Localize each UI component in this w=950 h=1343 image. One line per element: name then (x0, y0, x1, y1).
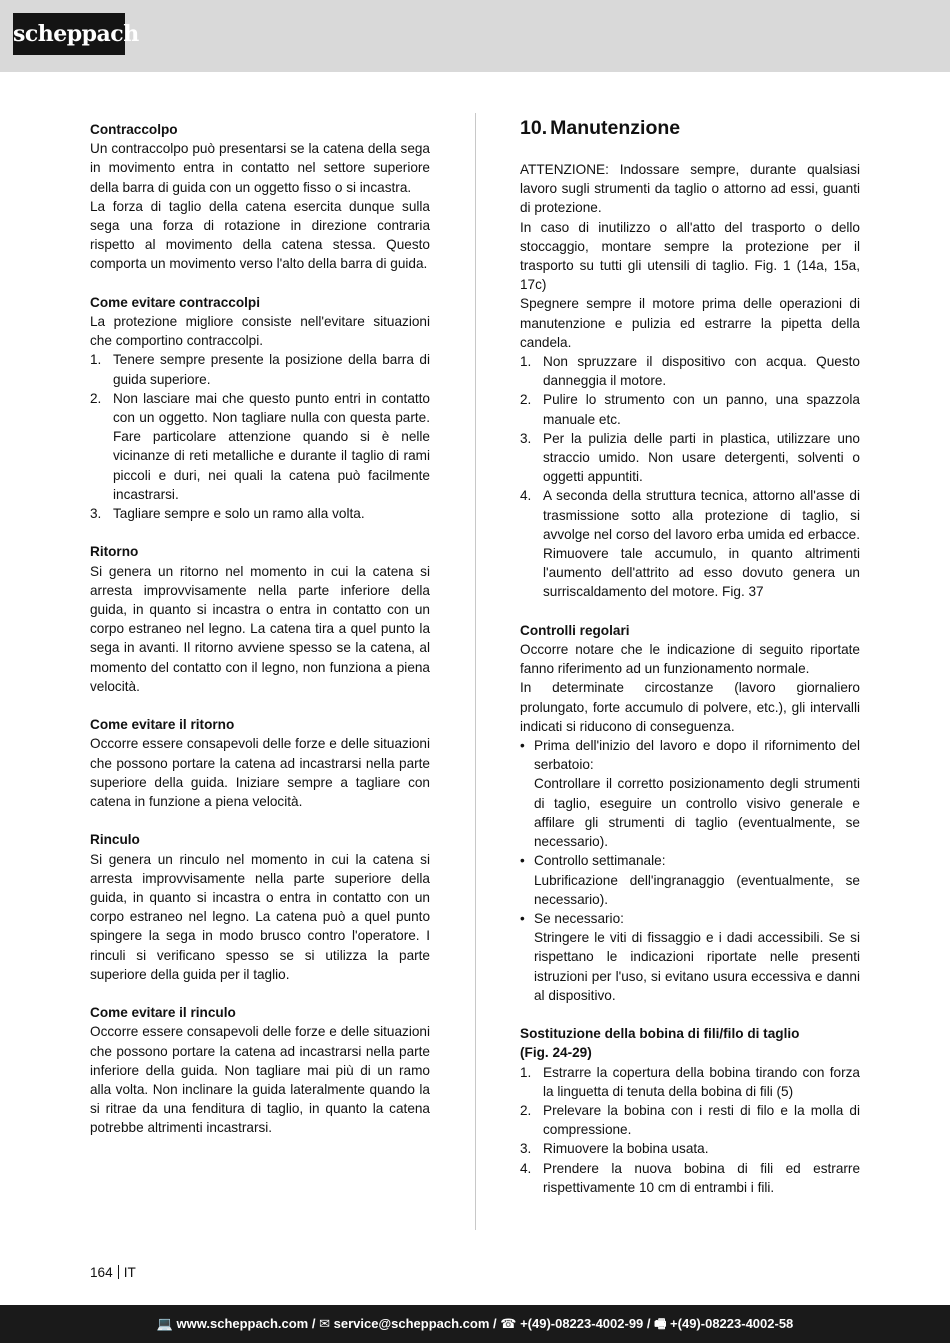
paragraph: Occorre essere consapevoli delle forze e delle situazioni che possono portare la catena ad incastrarsi nella parte inferiore della guida. Non tagliare mai più di un ramo alla volta. Non inclinare la guida lateralmente quando la si ritrae da una fenditura di taglio, in quanto la catena potrebbe altrimenti incastrarsi. (90, 1024, 430, 1136)
fax-number: +(49)-08223-4002-58 (670, 1316, 794, 1331)
numbered-list (90, 350, 430, 523)
section-heading: Come evitare contraccolpi (90, 294, 260, 310)
section-heading: Controlli regolari (520, 622, 630, 638)
bullet-item: • Se necessario: Stringere le viti di fissaggio e i dadi accessibili. Se si rispettano le indicazioni riportate nelle presenti istruzioni per l'uso, si evitano usura eccessiva e danni al dispositivo. (520, 910, 860, 1003)
list-item: 4. Prendere la nuova bobina di fili ed estrarre rispettivamente 10 cm di entrambi i fili. (520, 1160, 860, 1195)
list-item: 2. Pulire lo strumento con un panno, una spazzola manuale etc. (520, 392, 860, 427)
paragraph: Si genera un rinculo nel momento in cui la catena si arresta improvvisamente nella parte superiore della guida, in quanto si incastra o entra in contatto con un corpo estraneo nel legno. La catena può a quel punto spingere la sega in modo brusco contro l'operatore. I rinculi si verificano spesso se si utilizza la parte superiore della guida per il taglio. (90, 851, 430, 982)
left-column (90, 120, 430, 1138)
website-link[interactable]: www.scheppach.com (176, 1316, 309, 1331)
column-divider (475, 113, 476, 1230)
section-heading: Ritorno (90, 544, 139, 560)
bullet-list (520, 736, 860, 1005)
chapter-number: 10. (520, 117, 548, 139)
paragraph: Occorre essere consapevoli delle forze e delle situazioni che possono portare la catena ad incastrarsi nella parte superiore della guida. Iniziare sempre a tagliare con catena in funzione a piena velocità. (90, 736, 430, 810)
page-number: 164 IT (90, 1265, 136, 1280)
list-item: 2. Non lasciare mai che questo punto entri in contatto con un oggetto. Non tagliare nulla con questa parte. Fare particolare attenzione quando si è nelle vicinanze di reti metalliche e durante il taglio di rami piccoli e duri, nei quali la catena può facilmente incastrarsi. (90, 390, 430, 502)
phone-icon: ☎ (500, 1316, 517, 1331)
paragraph: Occorre notare che le indicazione di seguito riportate fanno riferimento ad un funzionamento normale. (520, 642, 860, 677)
list-item: 3. Tagliare sempre e solo un ramo alla volta. (90, 506, 365, 522)
list-item: 1. Non spruzzare il dispositivo con acqua. Questo danneggia il motore. (520, 354, 860, 389)
list-item: 4. A seconda della struttura tecnica, attorno all'asse di trasmissione sotto alla protezione di taglio, si avvolge nel corso del lavoro erba umida ed erbacce. Rimuovere tale accumulo, in quanto altrimenti l'aumento dell'attrito ad esso dovuto genera un surriscaldamento del motore. Fig. 37 (520, 488, 860, 600)
bullet-item: • Prima dell'inizio del lavoro e dopo il rifornimento del serbatoio: Controllare il corretto posizionamento degli strumenti di taglio, eseguire un controllo visivo generale e affilare gli strumenti di taglio (eventualmente, se necessario). (520, 738, 860, 850)
section-heading: Contraccolpo (90, 122, 178, 137)
phone-number: +(49)-08223-4002-99 (520, 1316, 644, 1331)
paragraph: Spegnere sempre il motore prima delle operazioni di manutenzione e pulizia ed estrarre la pipetta della candela. (520, 296, 860, 350)
section-heading: Come evitare il ritorno (90, 717, 235, 733)
section-heading-figure-ref: (Fig. 24-29) (520, 1045, 592, 1061)
paragraph: ATTENZIONE: Indossare sempre, durante qualsiasi lavoro sugli strumenti da taglio o attorno ad essi, guanti di protezione. (520, 162, 860, 216)
chapter-title-text: Manutenzione (550, 117, 681, 139)
section-heading: Rinculo (90, 832, 140, 848)
numbered-list (520, 352, 860, 602)
paragraph: Si genera un ritorno nel momento in cui la catena si arresta improvvisamente nella parte inferiore della guida, in quanto si incastra o entra in contatto con un corpo estraneo nel legno. La catena tira a quel punto la sega in avanti. Il ritorno avviene spesso se la catena, al momento del contatto con il legno, non funziona a piena velocità. (90, 563, 430, 694)
list-item: 2. Prelevare la bobina con i resti di filo e la molla di compressione. (520, 1102, 860, 1138)
list-item: 1. Tenere sempre presente la posizione della barra di guida superiore. (90, 352, 430, 387)
list-item: 1. Estrarre la copertura della bobina tirando con forza la linguetta di tenuta della bobina di fili (5) (520, 1064, 860, 1099)
paragraph: In determinate circostanze (lavoro giornaliero prolungato, forte accumulo di polvere, etc.), gli intervalli indicati si riducono di conseguenza. (520, 680, 860, 734)
section-heading: Come evitare il rinculo (90, 1005, 236, 1021)
paragraph: Un contraccolpo può presentarsi se la catena della sega in movimento entra in contatto nel settore superiore della barra di guida con un oggetto fisso o si incastra. (90, 141, 430, 195)
list-item: 3. Rimuovere la bobina usata. (520, 1141, 709, 1157)
right-column (520, 117, 860, 1197)
numbered-list (520, 1063, 860, 1197)
mail-icon: ✉ (319, 1316, 330, 1331)
paragraph: In caso di inutilizzo o all'atto del trasporto o dello stoccaggio, montare sempre la protezione per il trasporto su tutti gli utensili di taglio. Fig. 1 (14a, 15a, 17c) (520, 219, 860, 293)
header-bar (0, 0, 950, 72)
paragraph: La protezione migliore consiste nell'evitare situazioni che comportino contraccolpi. (90, 314, 430, 349)
paragraph: La forza di taglio della catena esercita dunque sulla sega una forza di rotazione in direzione contraria rispetto al movimento della catena stessa. Questo comporta un movimento verso l'alto della barra di guida. (90, 198, 430, 272)
section-heading: Sostituzione della bobina di fili/filo di taglio (520, 1026, 800, 1042)
language-code: IT (123, 1265, 136, 1280)
list-item: 3. Per la pulizia delle parti in plastica, utilizzare uno straccio umido. Non usare detergenti, solventi o oggetti appuntiti. (520, 430, 860, 485)
chapter-title (520, 116, 860, 140)
email-link[interactable]: service@scheppach.com (333, 1316, 490, 1331)
footer-contact-bar: 💻 www.scheppach.com / ✉ service@scheppach.com / ☎ +(49)-08223-4002-99 / 🖷 +(49)-08223-4002-58 (0, 1305, 950, 1343)
scheppach-logo: scheppach (13, 13, 125, 55)
bullet-item: • Controllo settimanale: Lubrificazione dell'ingranaggio (eventualmente, se necessario). (520, 853, 860, 907)
fax-icon: 🖷 (654, 1316, 667, 1331)
computer-icon: 💻 (156, 1316, 173, 1331)
